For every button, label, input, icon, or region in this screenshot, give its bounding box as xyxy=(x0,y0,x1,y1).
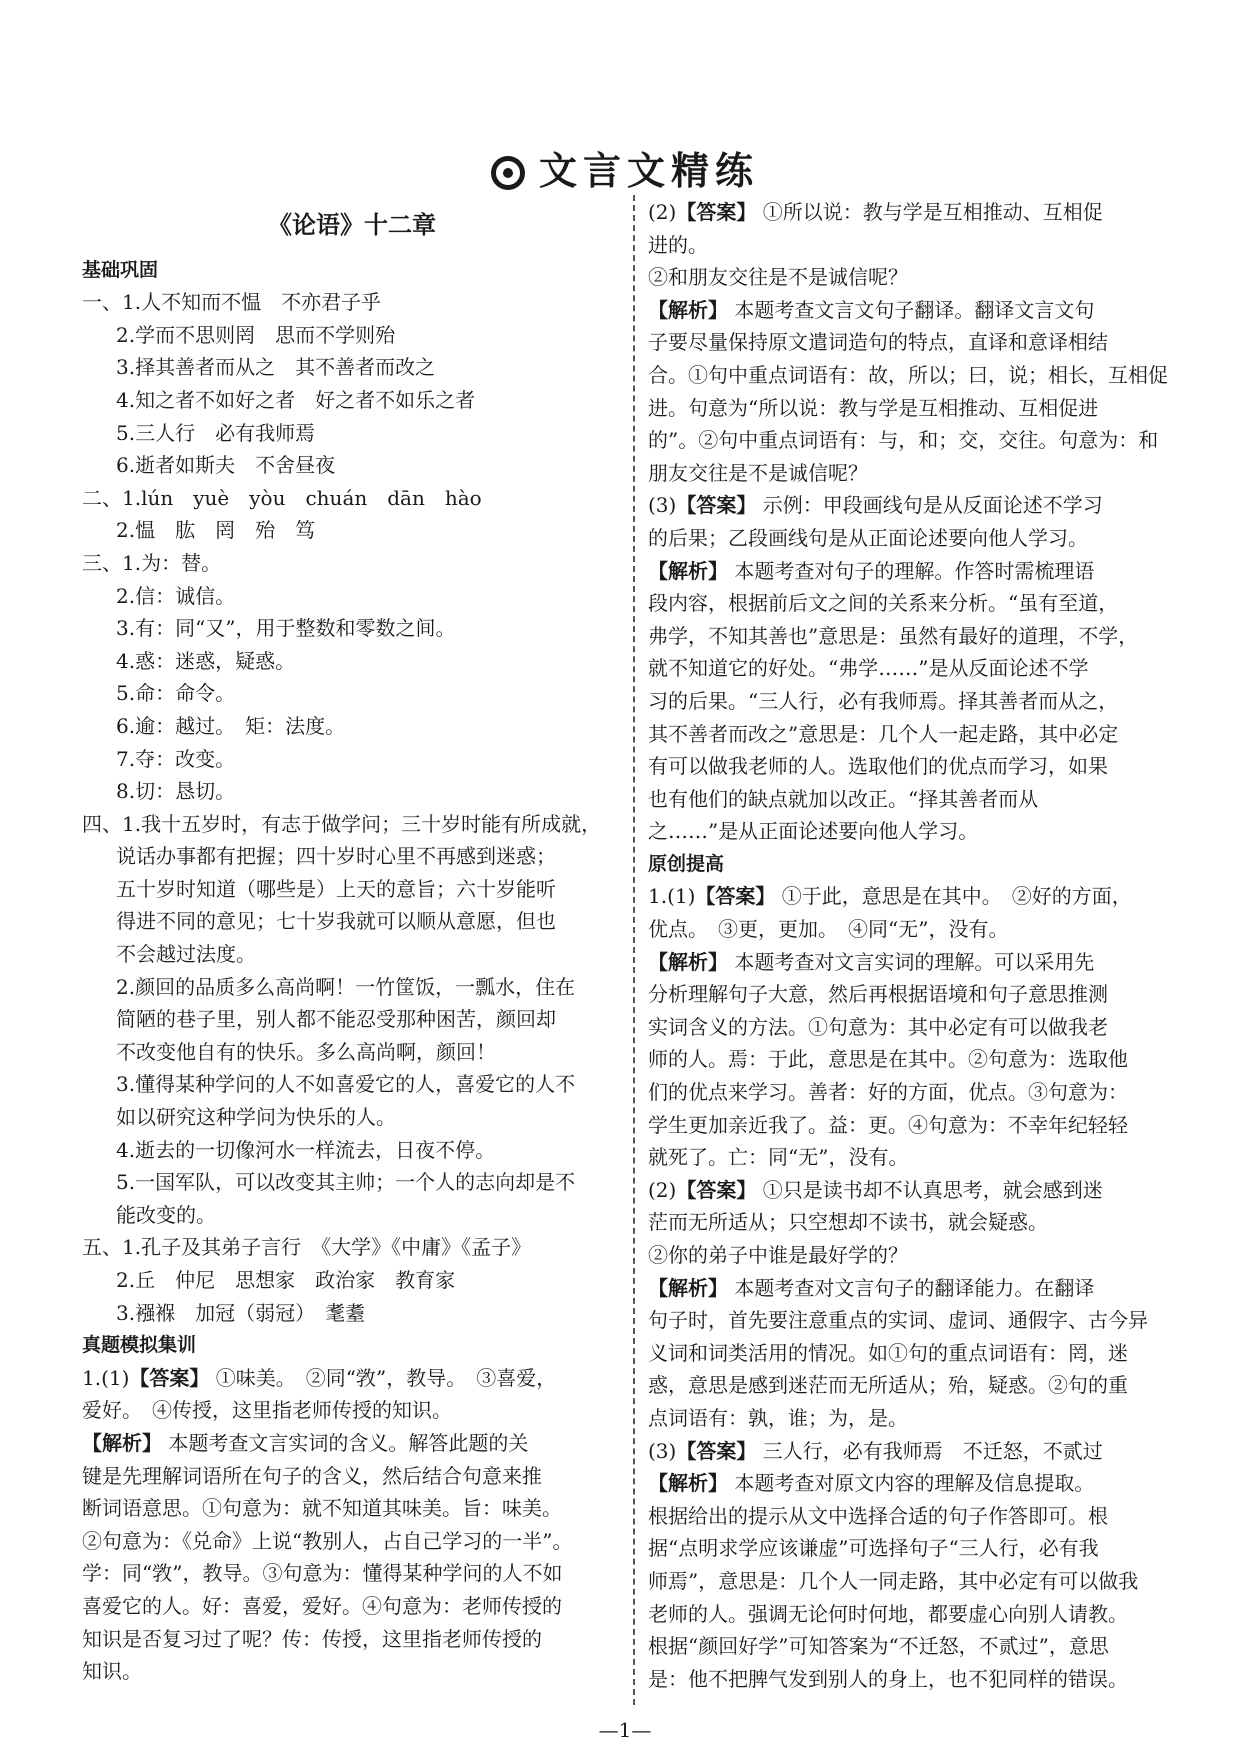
analysis-text: 本题考查文言实词的含义。解答此题的关 xyxy=(162,1430,529,1455)
answer-text: ①所以说：教与学是互相推动、互相促 xyxy=(756,200,1103,224)
question-number: (2) xyxy=(648,1177,677,1202)
text-line: 是：他不把脾气发到别人的身上，也不犯同样的错误。 xyxy=(648,1666,1128,1691)
text-line: 其不善者而改之”意思是：几个人一起走路，其中必定 xyxy=(648,721,1119,746)
page-number: —1— xyxy=(598,1718,652,1742)
text-line: 四、1.我十五岁时，有志于做学问；三十岁时能有所成就， xyxy=(82,811,602,836)
text-line: 实词含义的方法。①句意为：其中必定有可以做我老 xyxy=(648,1014,1108,1039)
analysis-tag: 【解析】 xyxy=(648,949,728,974)
answer-line xyxy=(648,489,1178,522)
text-line: 2.丘 仲尼 思想家 政治家 教育家 xyxy=(116,1268,456,1292)
section-heading: 原创提高 xyxy=(648,852,725,875)
target-icon xyxy=(491,156,525,190)
text-line: 5.一国军队，可以改变其主帅；一个人的志向却是不 xyxy=(116,1170,576,1195)
text-line: 师的人。焉：于此，意思是在其中。②句意为：选取他 xyxy=(648,1047,1128,1072)
answer-tag: 【答案】 xyxy=(695,884,776,909)
answer-tag: 【答案】 xyxy=(676,1177,757,1202)
text-line: ②你的弟子中谁是最好学的？ xyxy=(648,1243,908,1267)
right-column xyxy=(648,196,1178,1695)
text-line: 2.愠 肱 罔 殆 笃 xyxy=(116,518,316,543)
text-line: 之……”是从正面论述要向他人学习。 xyxy=(648,819,979,844)
question-number: 1.(1) xyxy=(82,1365,130,1390)
answer-tag: 【答案】 xyxy=(129,1365,210,1390)
text-line: 也有他们的缺点就加以改正。“择其善者而从 xyxy=(648,786,1039,811)
answer-tag: 【答案】 xyxy=(676,493,757,518)
text-line: 喜爱它的人。好：喜爱，爱好。④句意为：老师传授的 xyxy=(82,1593,562,1618)
text-line: 就不知道它的好处。“弗学……”是从反面论述不学 xyxy=(648,656,1089,681)
answer-text: ①味美。 ②同“敩”，教导。 ③喜爱， xyxy=(209,1365,557,1390)
text-line: ②句意为：《兑命》上说“教别人，占自己学习的一半”。 xyxy=(82,1528,573,1553)
text-line: 5.命：命令。 xyxy=(116,681,236,706)
analysis-tag: 【解析】 xyxy=(648,297,728,322)
answer-line xyxy=(648,880,1178,913)
text-line: 键是先理解词语所在句子的含义，然后结合句意来推 xyxy=(82,1463,542,1488)
text-line: 分析理解句子大意，然后再根据语境和句子意思推测 xyxy=(648,982,1108,1007)
text-line: 义词和词类活用的情况。如①句的重点词语有：罔，迷 xyxy=(648,1340,1128,1365)
analysis-line xyxy=(648,946,1178,979)
text-line: 一、1.人不知而不愠 不亦君子乎 xyxy=(82,290,382,315)
text-line: 弗学，不知其善也”意思是：虽然有最好的道理，不学， xyxy=(648,623,1139,648)
text-line: 进。句意为“所以说：教与学是互相推动、互相促进 xyxy=(648,395,1099,420)
analysis-text: 本题考查对文言实词的理解。可以采用先 xyxy=(728,949,1095,974)
text-line: 说话办事都有把握；四十岁时心里不再感到迷惑； xyxy=(116,844,556,869)
text-line: 根据给出的提示从文中选择合适的句子作答即可。根 xyxy=(648,1503,1108,1528)
question-number: (3) xyxy=(648,493,677,518)
text-line: 茫而无所适从；只空想却不读书，就会疑惑。 xyxy=(648,1210,1048,1235)
text-line: 3.懂得某种学问的人不如喜爱它的人，喜爱它的人不 xyxy=(116,1072,576,1097)
answer-text: ①只是读书却不认真思考，就会感到迷 xyxy=(756,1177,1103,1202)
text-line: 二、1.lún yuè yòu chuán dān hào xyxy=(82,485,482,510)
text-line: 学：同“敩”，教导。③句意为：懂得某种学问的人不如 xyxy=(82,1561,563,1586)
text-line: 3.择其善者而从之 其不善者而改之 xyxy=(116,355,436,380)
text-line: 能改变的。 xyxy=(116,1202,216,1227)
analysis-tag: 【解析】 xyxy=(648,1275,728,1300)
text-line: 3.有：同“又”，用于整数和零数之间。 xyxy=(116,616,456,641)
text-line: 8.切：恳切。 xyxy=(116,779,236,804)
analysis-line xyxy=(648,294,1178,327)
text-line: 如以研究这种学问为快乐的人。 xyxy=(116,1105,396,1130)
text-line: 知识是否复习过了呢？传：传授，这里指老师传授的 xyxy=(82,1626,542,1651)
answer-line xyxy=(648,196,1178,229)
text-line: 的后果；乙段画线句是从正面论述要向他人学习。 xyxy=(648,525,1088,550)
analysis-line xyxy=(82,1427,622,1460)
text-line: 3.襁褓 加冠（弱冠） 耄耋 xyxy=(116,1300,366,1325)
text-line: ②和朋友交往是不是诚信呢？ xyxy=(648,265,908,290)
text-line: 2.信：诚信。 xyxy=(116,583,236,608)
page-title-text: 文言文精练 xyxy=(538,149,759,193)
answer-tag: 【答案】 xyxy=(676,1438,757,1463)
text-line: 五、1.孔子及其弟子言行 《大学》《中庸》《孟子》 xyxy=(82,1235,532,1260)
section-heading: 基础巩固 xyxy=(82,258,159,281)
text-line: 学生更加亲近我了。益：更。④句意为：不幸年纪轻轻 xyxy=(648,1112,1128,1137)
analysis-line xyxy=(648,1467,1178,1500)
text-line: 5.三人行 必有我师焉 xyxy=(116,420,316,445)
answer-line xyxy=(648,1174,1178,1207)
text-line: 得进不同的意见；七十岁我就可以顺从意愿，但也 xyxy=(116,909,556,934)
text-line: 惑，意思是感到迷茫而无所适从；殆，疑惑。②句的重 xyxy=(648,1373,1128,1398)
question-number: (2) xyxy=(648,200,677,224)
analysis-tag: 【解析】 xyxy=(82,1430,162,1455)
analysis-line xyxy=(648,1272,1178,1305)
column-divider xyxy=(633,195,635,1705)
analysis-text: 本题考查对句子的理解。作答时需梳理语 xyxy=(728,558,1095,583)
text-line: 据“点明求学应该谦虚”可选择句子“三人行，必有我 xyxy=(648,1536,1099,1561)
text-line: 五十岁时知道（哪些是）上天的意旨；六十岁能听 xyxy=(116,876,556,901)
analysis-line xyxy=(648,555,1178,588)
text-line: 有可以做我老师的人。选取他们的优点而学习，如果 xyxy=(648,754,1108,779)
text-line: 2.学而不思则罔 思而不学则殆 xyxy=(116,322,396,347)
text-line: 简陋的巷子里，别人都不能忍受那种困苦，颜回却 xyxy=(116,1007,556,1032)
analysis-tag: 【解析】 xyxy=(648,1471,728,1496)
left-column xyxy=(82,205,622,1688)
text-line: 们的优点来学习。善者：好的方面，优点。③句意为： xyxy=(648,1080,1128,1105)
answer-line xyxy=(82,1362,622,1395)
chapter-title: 《论语》十二章 xyxy=(268,211,436,239)
text-line: 4.逝去的一切像河水一样流去，日夜不停。 xyxy=(116,1137,496,1162)
question-number: (3) xyxy=(648,1438,677,1463)
text-line: 点词语有：孰，谁；为，是。 xyxy=(648,1405,908,1430)
answer-line xyxy=(648,1435,1178,1468)
analysis-text: 本题考查对原文内容的理解及信息提取。 xyxy=(728,1471,1095,1496)
answer-text: 示例：甲段画线句是从反面论述不学习 xyxy=(756,493,1103,518)
analysis-text: 本题考查对文言句子的翻译能力。在翻译 xyxy=(728,1275,1095,1300)
text-line: 6.逝者如斯夫 不舍昼夜 xyxy=(116,453,336,478)
analysis-text: 本题考查文言文句子翻译。翻译文言文句 xyxy=(728,297,1095,322)
answer-text: 三人行，必有我师焉 不迁怒，不贰过 xyxy=(756,1438,1103,1463)
text-line: 不改变他自有的快乐。多么高尚啊，颜回！ xyxy=(116,1039,496,1064)
text-line: 不会越过法度。 xyxy=(116,942,256,967)
text-line: 断词语意思。①句意为：就不知道其味美。旨：味美。 xyxy=(82,1496,562,1521)
answer-tag: 【答案】 xyxy=(676,200,757,224)
analysis-tag: 【解析】 xyxy=(648,558,728,583)
text-line: 三、1.为：替。 xyxy=(82,550,222,575)
text-line: 4.惑：迷惑，疑惑。 xyxy=(116,648,296,673)
text-line: 7.夺：改变。 xyxy=(116,746,236,771)
page-title xyxy=(0,140,1250,195)
answer-text: ①于此，意思是在其中。 ②好的方面， xyxy=(775,884,1132,909)
text-line: 4.知之者不如好之者 好之者不如乐之者 xyxy=(116,387,476,412)
text-line: 师焉”，意思是：几个人一同走路，其中必定有可以做我 xyxy=(648,1568,1139,1593)
text-line: 就死了。亡：同“无”，没有。 xyxy=(648,1145,909,1170)
text-line: 知识。 xyxy=(82,1659,142,1684)
text-line: 老师的人。强调无论何时何地，都要虚心向别人请教。 xyxy=(648,1601,1128,1626)
section-heading: 真题模拟集训 xyxy=(82,1334,197,1357)
text-line: 优点。 ③更，更加。 ④同“无”，没有。 xyxy=(648,917,1009,942)
text-line: 2.颜回的品质多么高尚啊！一竹筐饭，一瓢水，住在 xyxy=(116,974,576,999)
text-line: 段内容，根据前后文之间的关系来分析。“虽有至道， xyxy=(648,591,1119,616)
text-line: 合。①句中重点词语有：故，所以；曰，说；相长，互相促 xyxy=(648,362,1168,387)
text-line: 根据“颜回好学”可知答案为“不迁怒，不贰过”，意思 xyxy=(648,1634,1109,1659)
text-line: 朋友交往是不是诚信呢？ xyxy=(648,460,868,485)
text-line: 进的。 xyxy=(648,232,708,257)
text-line: 爱好。 ④传授，这里指老师传授的知识。 xyxy=(82,1398,452,1423)
text-line: 6.逾：越过。 矩：法度。 xyxy=(116,713,346,738)
text-line: 的”。②句中重点词语有：与，和；交，交往。句意为：和 xyxy=(648,428,1159,453)
text-line: 句子时，首先要注意重点的实词、虚词、通假字、古今异 xyxy=(648,1308,1148,1333)
text-line: 子要尽量保持原文遣词造句的特点，直译和意译相结 xyxy=(648,330,1108,355)
text-line: 习的后果。“三人行，必有我师焉。择其善者而从之， xyxy=(648,688,1119,713)
question-number: 1.(1) xyxy=(648,884,696,909)
